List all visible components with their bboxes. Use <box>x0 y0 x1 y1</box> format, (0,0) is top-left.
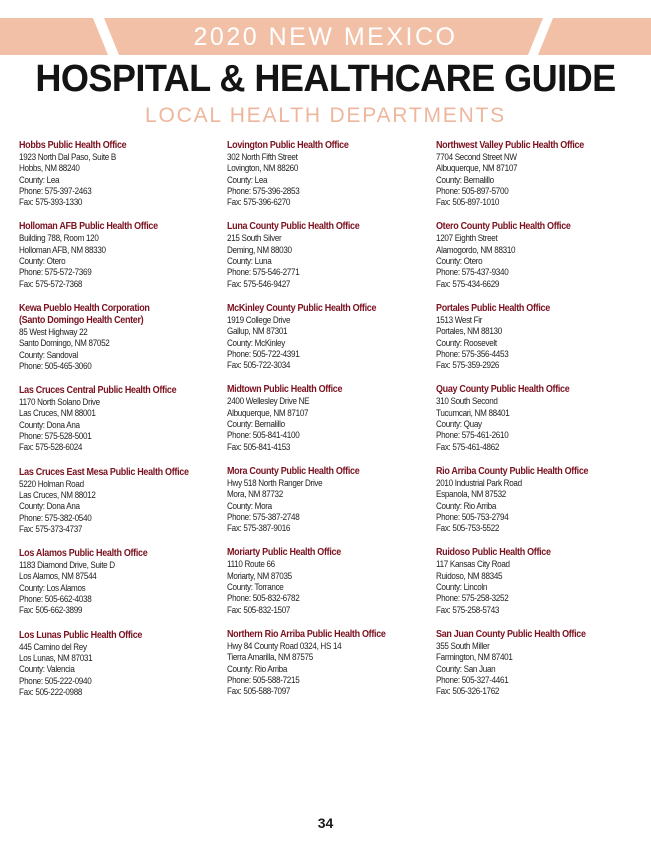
office-county: County: Roosevelt <box>436 337 497 348</box>
office-county: County: Lea <box>227 174 268 185</box>
office-name <box>227 221 412 233</box>
office-address: 215 South Silver <box>227 233 282 244</box>
office-phone: Phone: 575-461-2610 <box>436 430 509 441</box>
office-fax: Fax: 575-572-7368 <box>19 278 83 289</box>
office-name-text: Northern Rio Arriba Public Health Office <box>227 628 386 640</box>
office-county: County: Otero <box>19 256 66 267</box>
office-name <box>227 140 412 152</box>
office-city: Las Cruces, NM 88001 <box>19 408 96 419</box>
header-banner <box>0 18 651 55</box>
office-county: County: Lea <box>19 174 60 185</box>
office-phone: Phone: 505-327-4461 <box>436 674 509 685</box>
office-county: County: Dona Ana <box>19 419 80 430</box>
office-name-text: Quay County Public Health Office <box>436 384 570 396</box>
office-phone: Phone: 575-437-9340 <box>436 267 509 278</box>
office-city: Albuquerque, NM 87107 <box>227 407 309 418</box>
office-entry <box>19 140 224 208</box>
office-entry <box>436 140 641 208</box>
office-name <box>436 547 621 559</box>
page-title: HOSPITAL & HEALTHCARE GUIDE <box>35 58 616 100</box>
office-name-text: Holloman AFB Public Health Office <box>19 221 158 233</box>
office-city: Espanola, NM 87532 <box>436 489 506 500</box>
office-phone: Phone: 505-722-4391 <box>227 348 300 359</box>
office-fax: Fax: 575-393-1330 <box>19 197 83 208</box>
office-name <box>19 630 204 642</box>
office-phone: Phone: 505-465-3060 <box>19 360 92 371</box>
office-entry <box>19 548 224 616</box>
office-fax: Fax: 505-662-3899 <box>19 605 83 616</box>
office-column-2 <box>227 139 432 697</box>
office-name-text: Northwest Valley Public Health Office <box>436 140 584 151</box>
office-fax: Fax: 575-387-9016 <box>227 523 291 534</box>
office-address: 1513 West Fir <box>436 314 483 325</box>
office-name <box>436 140 621 152</box>
office-city: Los Lunas, NM 87031 <box>19 652 93 663</box>
office-phone: Phone: 575-546-2771 <box>227 267 300 278</box>
office-county: County: Dona Ana <box>19 501 80 512</box>
banner-title: 2020 NEW MEXICO <box>193 23 458 51</box>
office-city: Ruidoso, NM 88345 <box>436 570 503 581</box>
office-name <box>19 548 204 560</box>
office-fax: Fax: 505-326-1762 <box>436 686 500 697</box>
office-county: County: Torrance <box>227 582 284 593</box>
office-fax: Fax: 575-461-4862 <box>436 441 500 452</box>
office-address: 355 South Miller <box>436 640 490 651</box>
office-name <box>227 629 412 641</box>
office-phone: Phone: 575-572-7369 <box>19 267 92 278</box>
office-name <box>19 221 204 233</box>
office-address: 1170 North Solano Drive <box>19 397 100 408</box>
office-entry <box>227 303 432 371</box>
office-name-text: Hobbs Public Health Office <box>19 140 127 151</box>
office-name <box>227 303 412 315</box>
office-address: Hwy 84 County Road 0324, HS 14 <box>227 640 342 651</box>
office-city: Lovington, NM 88260 <box>227 163 299 174</box>
office-entry <box>436 303 641 371</box>
office-entry <box>227 629 432 697</box>
office-fax: Fax: 575-258-5743 <box>436 604 500 615</box>
office-name-text: Kewa Pueblo Health Corporation <box>19 302 150 314</box>
office-entry <box>227 547 432 615</box>
office-column-3 <box>436 139 641 697</box>
office-entry <box>19 385 224 453</box>
office-name-text: San Juan County Public Health Office <box>436 628 586 640</box>
office-name <box>436 384 621 396</box>
office-entry <box>227 466 432 534</box>
office-phone: Phone: 505-588-7215 <box>227 674 300 685</box>
office-phone: Phone: 505-222-0940 <box>19 675 92 686</box>
office-phone: Phone: 505-897-5700 <box>436 185 509 196</box>
office-name <box>436 629 621 641</box>
office-phone: Phone: 575-528-5001 <box>19 431 92 442</box>
office-city: Alamogordo, NM 88310 <box>436 244 516 255</box>
office-address: 1207 Eighth Street <box>436 233 498 244</box>
office-city: Moriarty, NM 87035 <box>227 570 292 581</box>
office-fax: Fax: 575-396-6270 <box>227 197 291 208</box>
office-name-text: Las Cruces Central Public Health Office <box>19 385 177 397</box>
office-name-text: Las Cruces East Mesa Public Health Office <box>19 466 189 478</box>
office-county: County: Luna <box>227 256 272 267</box>
office-entry <box>436 221 641 289</box>
office-name-text: Mora County Public Health Office <box>227 465 360 477</box>
office-fax: Fax: 505-832-1507 <box>227 604 291 615</box>
office-city: Gallup, NM 87301 <box>227 326 288 337</box>
office-phone: Phone: 575-356-4453 <box>436 348 509 359</box>
office-county: County: Mora <box>227 500 272 511</box>
office-entry <box>19 467 224 535</box>
office-name-text: Rio Arriba County Public Health Office <box>436 465 589 477</box>
office-column-1 <box>19 139 224 698</box>
office-address: 302 North Fifth Street <box>227 152 298 162</box>
office-phone: Phone: 505-841-4100 <box>227 430 300 441</box>
office-fax: Fax: 505-222-0988 <box>19 686 83 697</box>
office-city: Deming, NM 88030 <box>227 244 292 255</box>
office-phone: Phone: 505-832-6782 <box>227 593 300 604</box>
office-county: County: Bernalillo <box>436 174 494 185</box>
office-county: County: Lincoln <box>436 582 488 593</box>
office-address: 117 Kansas City Road <box>436 559 510 570</box>
office-county: County: Los Alamos <box>19 582 86 593</box>
office-address: 1183 Diamond Drive, Suite D <box>19 560 115 571</box>
office-name-text: Lovington Public Health Office <box>227 140 349 151</box>
office-address: 5220 Holman Road <box>19 478 84 489</box>
office-name-text: McKinley County Public Health Office <box>227 302 377 314</box>
office-city: Hobbs, NM 88240 <box>19 163 80 174</box>
office-address: 1919 College Drive <box>227 314 291 325</box>
office-entry <box>227 140 432 208</box>
office-city: Mora, NM 87732 <box>227 489 283 500</box>
office-phone: Phone: 575-387-2748 <box>227 511 300 522</box>
office-entry <box>19 630 224 698</box>
office-phone: Phone: 575-396-2853 <box>227 185 300 196</box>
office-entry <box>436 629 641 697</box>
office-fax: Fax: 575-373-4737 <box>19 523 83 534</box>
office-entry <box>19 303 224 372</box>
office-fax: Fax: 505-897-1010 <box>436 197 500 208</box>
office-phone: Phone: 575-397-2463 <box>19 185 92 196</box>
office-name-text: Los Alamos Public Health Office <box>19 548 148 560</box>
office-entry <box>436 547 641 615</box>
section-subtitle: LOCAL HEALTH DEPARTMENTS <box>145 104 506 127</box>
office-city: Portales, NM 88130 <box>436 326 502 337</box>
office-fax: Fax: 575-359-2926 <box>436 360 500 371</box>
office-address: 1110 Route 66 <box>227 559 275 570</box>
office-phone: Phone: 505-753-2794 <box>436 511 509 522</box>
office-address: Hwy 518 North Ranger Drive <box>227 477 323 488</box>
office-name-subtitle: (Santo Domingo Health Center) <box>19 314 144 326</box>
office-county: County: San Juan <box>436 663 496 674</box>
office-city: Farmington, NM 87401 <box>436 652 513 663</box>
office-city: Santo Domingo, NM 87052 <box>19 338 110 349</box>
office-name <box>19 385 204 397</box>
office-city: Los Alamos, NM 87544 <box>19 571 97 582</box>
office-city: Albuquerque, NM 87107 <box>436 163 518 174</box>
office-county: County: Otero <box>436 256 483 267</box>
office-entry <box>227 221 432 289</box>
office-name <box>227 547 412 559</box>
office-fax: Fax: 505-722-3034 <box>227 360 291 371</box>
office-fax: Fax: 505-753-5522 <box>436 523 500 534</box>
office-entry <box>227 384 432 452</box>
office-name <box>19 303 204 327</box>
office-name <box>227 466 412 478</box>
office-address: 2400 Wellesley Drive NE <box>227 396 310 407</box>
office-city: Holloman AFB, NM 88330 <box>19 244 106 255</box>
office-city: Tierra Amarilla, NM 87575 <box>227 652 313 663</box>
office-name-text: Ruidoso Public Health Office <box>436 547 551 559</box>
office-name-text: Moriarty Public Health Office <box>227 547 341 559</box>
office-address: 85 West Highway 22 <box>19 326 88 337</box>
office-name-text: Otero County Public Health Office <box>436 221 571 233</box>
office-address: 310 South Second <box>436 396 498 407</box>
office-phone: Phone: 575-258-3252 <box>436 593 509 604</box>
office-name-text: Luna County Public Health Office <box>227 221 360 233</box>
office-county: County: Valencia <box>19 664 75 675</box>
office-fax: Fax: 575-434-6629 <box>436 278 500 289</box>
office-county: County: Sandoval <box>19 349 78 360</box>
office-fax: Fax: 575-546-9427 <box>227 278 291 289</box>
office-name-text: Los Lunas Public Health Office <box>19 629 143 641</box>
office-address: 7704 Second Street NW <box>436 152 517 162</box>
office-name <box>19 467 204 479</box>
office-name-text: Portales Public Health Office <box>436 302 550 314</box>
office-county: County: Rio Arriba <box>436 500 497 511</box>
office-name-text: Midtown Public Health Office <box>227 384 343 396</box>
office-county: County: McKinley <box>227 337 285 348</box>
office-city: Las Cruces, NM 88012 <box>19 489 96 500</box>
office-fax: Fax: 575-528-6024 <box>19 442 83 453</box>
office-city: Tucumcari, NM 88401 <box>436 407 510 418</box>
office-county: County: Bernalillo <box>227 419 285 430</box>
office-address: 445 Camino del Rey <box>19 641 87 652</box>
page-number: 34 <box>317 815 334 831</box>
office-name <box>19 140 204 152</box>
office-entry <box>436 384 641 452</box>
office-address: 2010 Industrial Park Road <box>436 477 522 488</box>
office-entry <box>19 221 224 289</box>
office-county: County: Rio Arriba <box>227 663 288 674</box>
office-name <box>436 466 621 478</box>
office-phone: Phone: 505-662-4038 <box>19 594 92 605</box>
office-phone: Phone: 575-382-0540 <box>19 512 92 523</box>
office-name <box>436 303 621 315</box>
office-name <box>227 384 412 396</box>
office-name <box>436 221 621 233</box>
office-fax: Fax: 505-841-4153 <box>227 441 291 452</box>
office-fax: Fax: 505-588-7097 <box>227 686 291 697</box>
office-address: Building 788, Room 120 <box>19 233 99 244</box>
office-entry <box>436 466 641 534</box>
office-address: 1923 North Dal Paso, Suite B <box>19 152 117 162</box>
office-county: County: Quay <box>436 419 482 430</box>
